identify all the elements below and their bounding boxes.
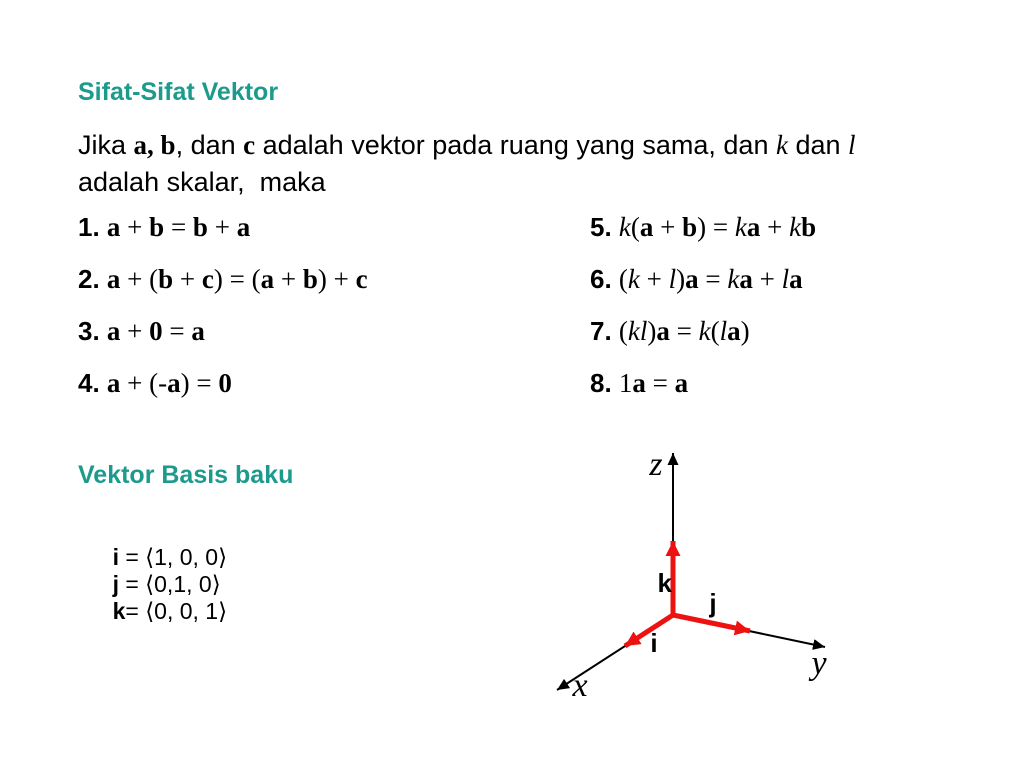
eq-segment: k (789, 212, 802, 242)
eq-segment: b (801, 212, 817, 242)
vector-property-4 (78, 366, 232, 400)
eq-segment: 5. (590, 212, 619, 242)
eq-segment: l (848, 130, 856, 160)
eq-segment: l (668, 264, 677, 294)
eq-segment: a, b (133, 130, 176, 160)
eq-segment: b (158, 264, 174, 294)
eq-segment: ) = (697, 212, 735, 242)
eq-segment: a (685, 264, 699, 294)
eq-segment: ) = ( (213, 264, 261, 294)
eq-segment: , dan (175, 130, 244, 160)
vector-property-8 (590, 366, 688, 400)
eq-segment: 3. (78, 316, 107, 346)
eq-segment: c (201, 264, 214, 294)
z-axis-label: z (649, 446, 663, 483)
eq-segment: = (164, 212, 193, 242)
eq-segment: a (739, 264, 753, 294)
eq-segment: l (781, 264, 790, 294)
eq-segment: k (698, 316, 711, 346)
eq-segment: + (120, 212, 150, 242)
eq-segment: + ( (120, 264, 159, 294)
eq-segment: a (727, 316, 741, 346)
vector-property-2 (78, 262, 368, 296)
basis-definition-k (113, 598, 228, 625)
eq-segment: + (- (120, 368, 168, 398)
eq-segment: a (632, 368, 646, 398)
eq-segment: k (627, 264, 640, 294)
basis-symbol: i (112, 544, 119, 570)
vector-property-7 (590, 314, 750, 348)
eq-segment: a (639, 212, 654, 242)
eq-segment: ) (647, 316, 657, 346)
eq-segment: b (682, 212, 698, 242)
y-axis-label: y (811, 645, 827, 682)
eq-segment: 1. (78, 212, 107, 242)
eq-segment: a (236, 212, 251, 242)
eq-segment: kl (627, 316, 648, 346)
eq-segment: + (752, 264, 782, 294)
eq-segment: 8. (590, 368, 619, 398)
eq-segment: a (260, 264, 275, 294)
vector-property-5 (590, 210, 816, 244)
eq-segment: ( (618, 316, 628, 346)
vector-property-6 (590, 262, 803, 296)
eq-segment: ( (630, 212, 640, 242)
eq-segment: a (106, 316, 121, 346)
equals-sign: = (125, 598, 146, 624)
intro-line-2: adalah skalar, maka (78, 167, 326, 197)
vector-property-3 (78, 314, 205, 348)
vector-property-1 (78, 210, 250, 244)
eq-segment: a (789, 264, 803, 294)
eq-segment: = (645, 368, 675, 398)
eq-segment: b (149, 212, 165, 242)
eq-segment: l (719, 316, 728, 346)
x-axis-label: x (572, 667, 588, 704)
eq-segment: Jika (78, 130, 134, 160)
basis-value: ⟨0,1, 0⟩ (145, 571, 221, 597)
eq-segment: ) (676, 264, 686, 294)
eq-segment: + (120, 316, 150, 346)
eq-segment: ) + (317, 264, 356, 294)
eq-segment: = (162, 316, 192, 346)
k-vector-label: k (657, 568, 672, 598)
basis-value: ⟨0, 0, 1⟩ (145, 598, 228, 624)
eq-segment: a (106, 212, 121, 242)
eq-segment: k (618, 212, 631, 242)
eq-segment: k (727, 264, 740, 294)
eq-segment: a (191, 316, 205, 346)
eq-segment: a (106, 368, 121, 398)
eq-segment: + (173, 264, 202, 294)
eq-segment: + (207, 212, 237, 242)
eq-segment: a (656, 316, 670, 346)
eq-segment: 6. (590, 264, 619, 294)
eq-segment: dan (787, 130, 849, 160)
eq-segment: ) (740, 316, 750, 346)
equals-sign: = (118, 544, 146, 570)
eq-segment: ( (710, 316, 720, 346)
eq-segment: a (746, 212, 761, 242)
basis-symbol: j (112, 571, 119, 597)
eq-segment: 2. (78, 264, 107, 294)
i-vector-arrow (625, 615, 673, 646)
eq-segment: + (760, 212, 790, 242)
eq-segment: = (669, 316, 699, 346)
basis-definition-j (113, 571, 221, 598)
eq-segment: 0 (149, 316, 163, 346)
slide-title: Sifat-Sifat Vektor (78, 78, 279, 106)
section-heading-basis: Vektor Basis baku (78, 461, 294, 489)
eq-segment: 7. (590, 316, 619, 346)
eq-segment: + (274, 264, 303, 294)
eq-segment: + (639, 264, 669, 294)
eq-segment: a (106, 264, 121, 294)
eq-segment: + (653, 212, 683, 242)
eq-segment: k (775, 130, 788, 160)
eq-segment: a (167, 368, 181, 398)
eq-segment: b (302, 264, 318, 294)
eq-segment: ) = (180, 368, 219, 398)
j-vector-label: j (709, 588, 717, 618)
eq-segment: 0 (218, 368, 232, 398)
eq-segment: 4. (78, 368, 107, 398)
eq-segment: adalah vektor pada ruang yang sama, dan (255, 130, 776, 160)
intro-line-1 (78, 127, 856, 164)
i-vector-label: i (650, 628, 658, 658)
basis-definition-i (113, 544, 228, 571)
basis-value: ⟨1, 0, 0⟩ (145, 544, 228, 570)
eq-segment: c (355, 264, 368, 294)
eq-segment: c (243, 130, 256, 160)
equals-sign: = (118, 571, 146, 597)
axes-diagram (540, 438, 850, 728)
basis-definitions (87, 517, 252, 652)
eq-segment: = (698, 264, 728, 294)
basis-symbol: k (112, 598, 126, 624)
eq-segment: 1 (618, 368, 633, 398)
eq-segment: b (192, 212, 208, 242)
eq-segment: k (734, 212, 747, 242)
eq-segment: ( (618, 264, 628, 294)
eq-segment: a (674, 368, 689, 398)
